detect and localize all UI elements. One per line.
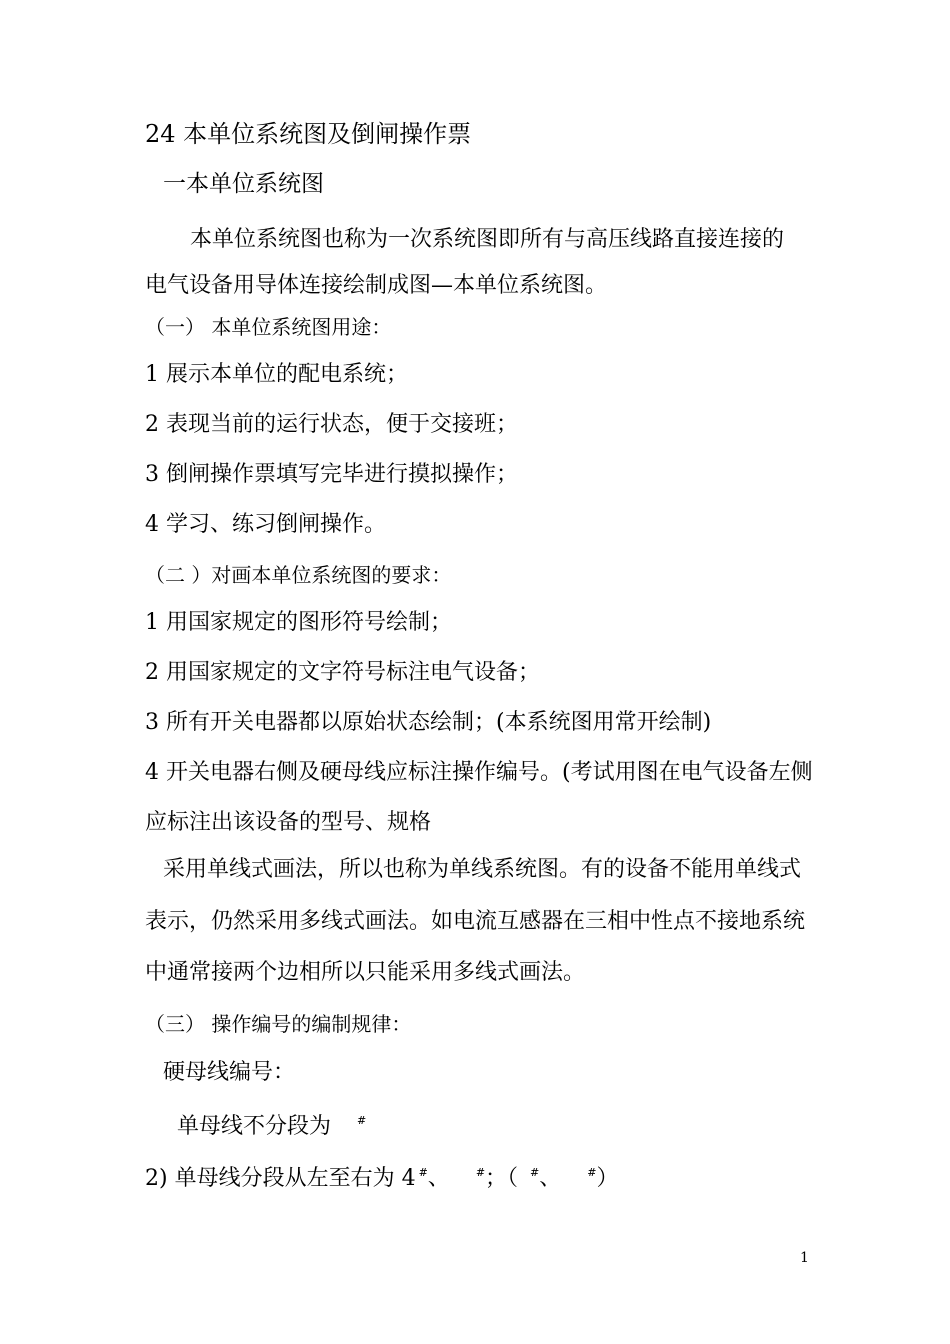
paragraph-line-1: 采用单线式画法，所以也称为单线系统图。有的设备不能用单线式 bbox=[163, 857, 802, 882]
hash-mark: # bbox=[530, 1166, 540, 1179]
section1-item-1: 1 展示本单位的配电系统； bbox=[145, 362, 408, 387]
hash-mark: # bbox=[587, 1166, 597, 1179]
section2-item-4-line-1: 4 开关电器右侧及硬母线应标注操作编号。(考试用图在电气设备左侧 bbox=[145, 760, 813, 785]
paragraph-line-2: 表示，仍然采用多线式画法。如电流互感器在三相中性点不接地系统 bbox=[145, 909, 806, 934]
section1-item-3: 3 倒闸操作票填写完毕进行摸拟操作； bbox=[145, 462, 518, 487]
page-title: 24 本单位系统图及倒闸操作票 bbox=[145, 120, 472, 148]
section2-item-3: 3 所有开关电器都以原始状态绘制；(本系统图用常开绘制) bbox=[145, 710, 712, 735]
section3-heading: （三） 操作编号的编制规律： bbox=[145, 1012, 412, 1036]
intro-line-1: 本单位系统图也称为一次系统图即所有与高压线路直接连接的 bbox=[190, 227, 785, 252]
bus-rule-2 bbox=[145, 1160, 619, 1192]
section1-item-2: 2 表现当前的运行状态，便于交接班； bbox=[145, 412, 518, 437]
separator: ；（ bbox=[485, 1166, 519, 1191]
hash-mark: # bbox=[418, 1166, 428, 1179]
section2-heading: （二 ）对画本单位系统图的要求： bbox=[145, 563, 452, 587]
section2-item-1: 1 用国家规定的图形符号绘制； bbox=[145, 610, 452, 635]
section2-item-4-line-2: 应标注出该设备的型号、规格 bbox=[145, 810, 432, 835]
separator: 、 bbox=[427, 1166, 450, 1191]
closing-paren: ） bbox=[596, 1166, 619, 1191]
separator: 、 bbox=[539, 1166, 562, 1191]
section3-sub-heading: 硬母线编号： bbox=[163, 1060, 296, 1085]
bus-rule-1 bbox=[177, 1108, 366, 1140]
hash-mark: # bbox=[357, 1114, 367, 1127]
paragraph-line-3: 中通常接两个边相所以只能采用多线式画法。 bbox=[145, 960, 586, 985]
section-heading: 一本单位系统图 bbox=[163, 171, 324, 197]
page-number: 1 bbox=[800, 1250, 809, 1266]
section1-item-4: 4 学习、练习倒闸操作。 bbox=[145, 512, 386, 537]
section2-item-2: 2 用国家规定的文字符号标注电气设备； bbox=[145, 660, 540, 685]
hash-mark: # bbox=[475, 1166, 486, 1179]
section1-heading: （一） 本单位系统图用途： bbox=[145, 315, 392, 339]
intro-line-2: 电气设备用导体连接绘制成图—本单位系统图。 bbox=[145, 273, 608, 298]
bus-rule-1-text: 单母线不分段为 bbox=[177, 1114, 332, 1139]
bus-rule-2-text: 2) 单母线分段从左至右为 4 bbox=[145, 1166, 416, 1191]
